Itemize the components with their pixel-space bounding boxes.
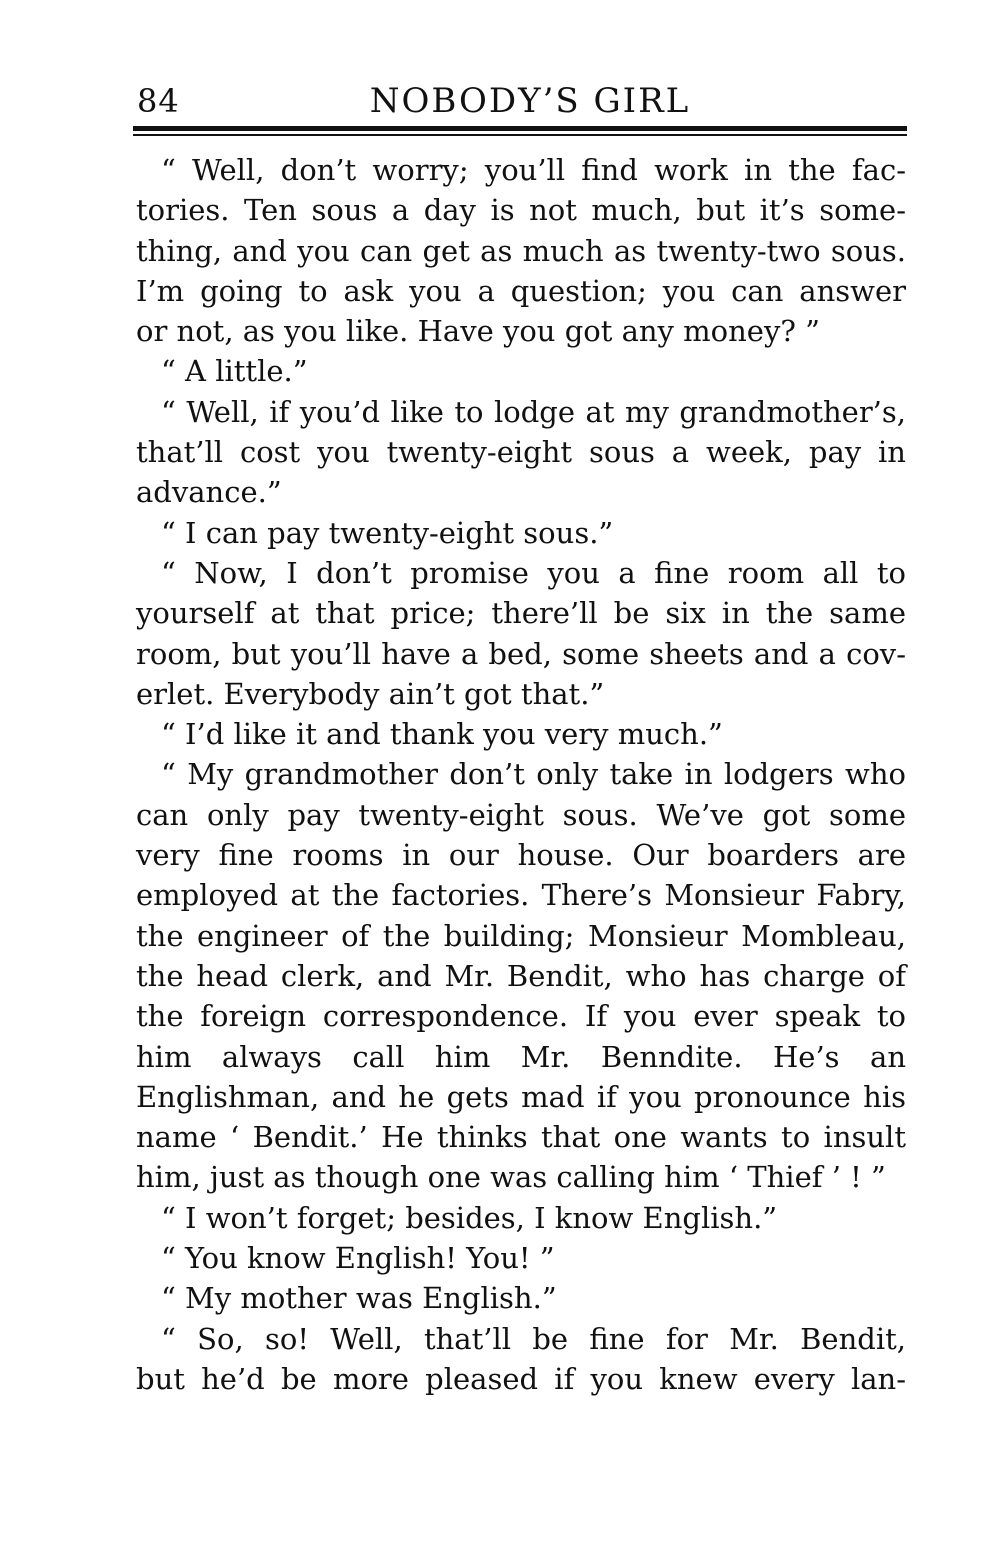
text-line: “ I can pay twenty-eight sous.” bbox=[161, 515, 614, 550]
text-line: can only pay twenty-eight sous. We’ve got some bbox=[136, 797, 906, 832]
page-header bbox=[137, 74, 907, 128]
text-line: name ‘ Bendit.’ He thinks that one wants to insult bbox=[136, 1120, 906, 1155]
text-line: room, but you’ll have a bed, some sheets and a cov- bbox=[136, 636, 906, 671]
text-line: very fine rooms in our house. Our boarders are bbox=[136, 838, 906, 873]
text-line: or not, as you like. Have you got any money? ” bbox=[136, 314, 820, 349]
text-line: but he’d be more pleased if you knew every lan- bbox=[136, 1361, 906, 1396]
text-line: “ A little.” bbox=[161, 354, 308, 389]
text-line: that’ll cost you twenty-eight sous a week, pay in bbox=[136, 435, 906, 470]
header-rule-thick bbox=[133, 126, 907, 131]
text-line: “ I’d like it and thank you very much.” bbox=[161, 717, 723, 752]
header-rule-thin bbox=[133, 134, 907, 136]
text-line: the foreign correspondence. If you ever speak to bbox=[136, 999, 906, 1034]
text-line: “ I won’t forget; besides, I know English.” bbox=[161, 1200, 778, 1235]
text-line: “ My grandmother don’t only take in lodgers who bbox=[161, 757, 906, 792]
text-line: “ My mother was English.” bbox=[161, 1281, 557, 1316]
text-line: “ Well, don’t worry; you’ll find work in the fac- bbox=[161, 153, 906, 187]
text-line: the engineer of the building; Monsieur Mombleau, bbox=[136, 918, 906, 953]
text-line: advance.” bbox=[136, 475, 282, 510]
text-line: “ Well, if you’d like to lodge at my grandmother’s, bbox=[161, 394, 906, 429]
text-line: yourself at that price; there’ll be six in the same bbox=[136, 596, 906, 631]
text-line: tories. Ten sous a day is not much, but it’s some- bbox=[136, 193, 906, 228]
text-line: “ Now, I don’t promise you a fine room all to bbox=[161, 555, 906, 590]
text-line: “ You know English! You! ” bbox=[161, 1241, 555, 1276]
body-text bbox=[136, 150, 906, 1399]
text-line: him always call him Mr. Benndite. He’s an bbox=[136, 1039, 906, 1074]
text-line: I’m going to ask you a question; you can answer bbox=[136, 273, 906, 308]
running-title: NOBODY’S GIRL bbox=[369, 81, 691, 121]
text-line: him, just as though one was calling him ‘ Thief ’ ! ” bbox=[136, 1160, 886, 1195]
text-line: Englishman, and he gets mad if you pronounce his bbox=[136, 1079, 906, 1114]
page-number: 84 bbox=[137, 82, 180, 120]
text-line: the head clerk, and Mr. Bendit, who has charge of bbox=[136, 958, 906, 993]
text-line: thing, and you can get as much as twenty-two sous. bbox=[136, 233, 906, 268]
text-line: erlet. Everybody ain’t got that.” bbox=[136, 676, 605, 711]
text-line: employed at the factories. There’s Monsieur Fabry, bbox=[136, 878, 906, 913]
text-line: “ So, so! Well, that’ll be fine for Mr. Bendit, bbox=[161, 1321, 906, 1356]
